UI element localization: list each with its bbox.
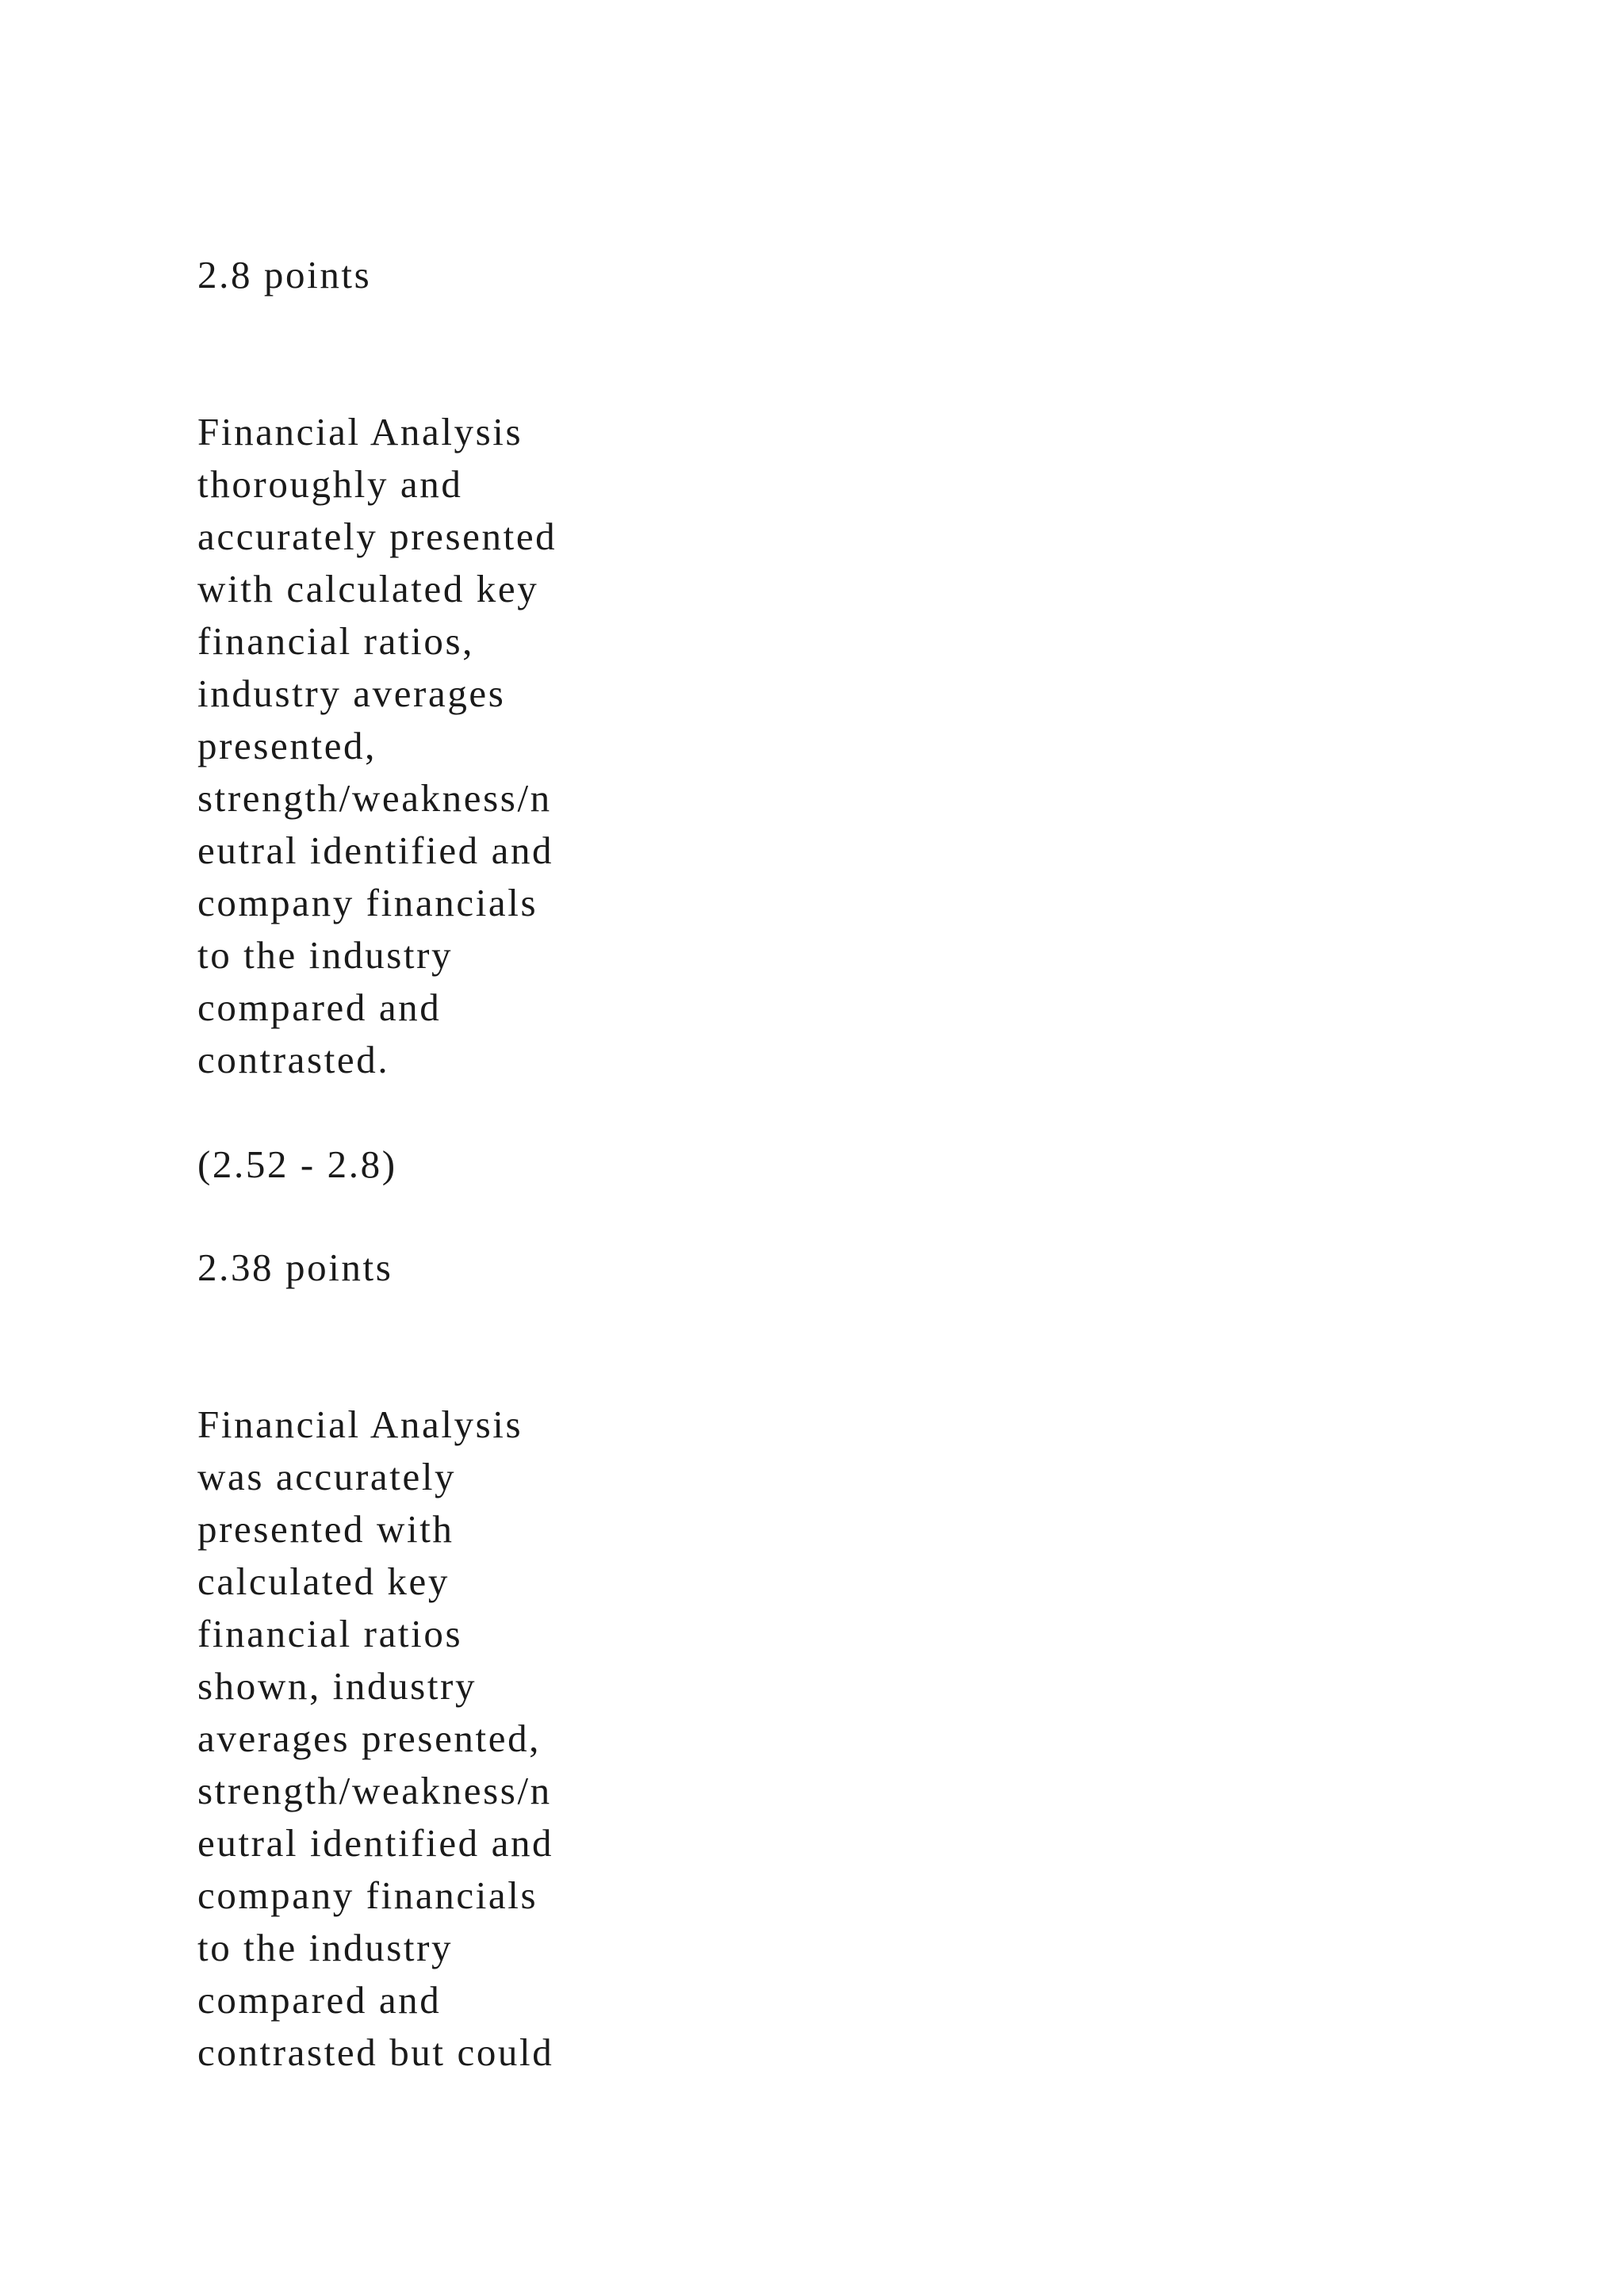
paragraph-line: to the industry [197,1926,454,1969]
paragraph-line: Financial Analysis [197,1402,523,1446]
paragraph-line: company financials [197,1873,538,1917]
paragraph-line: financial ratios, [197,619,474,663]
paragraph-line: financial ratios [197,1612,463,1655]
paragraph-line: strength/weakness/n [197,776,552,820]
paragraph-line: eutral identified and [197,828,554,872]
paragraph-line: to the industry [197,933,454,977]
paragraph-line: compared and [197,1978,442,2022]
paragraph-line: presented with [197,1507,454,1551]
paragraph-line: company financials [197,881,538,924]
paragraph-line: averages presented, [197,1716,542,1760]
paragraph-line: accurately presented [197,515,557,558]
paragraph-line: industry averages [197,672,506,715]
points-heading: 2.38 points [197,1246,393,1289]
paragraph-line: calculated key [197,1559,450,1603]
paragraph-line: was accurately [197,1455,457,1498]
paragraph-line: Financial Analysis [197,410,523,453]
paragraph-line: presented, [197,724,377,767]
paragraph-line: eutral identified and [197,1821,554,1865]
score-range: (2.52 - 2.8) [197,1142,397,1186]
paragraph-line: thoroughly and [197,462,463,506]
paragraph-line: with calculated key [197,567,539,610]
paragraph-line: shown, industry [197,1664,477,1708]
paragraph-line: compared and [197,985,442,1029]
paragraph-line: contrasted. [197,1038,390,1081]
paragraph-line: strength/weakness/n [197,1769,552,1812]
points-heading: 2.8 points [197,253,372,297]
paragraph-line: contrasted but could [197,2030,554,2074]
